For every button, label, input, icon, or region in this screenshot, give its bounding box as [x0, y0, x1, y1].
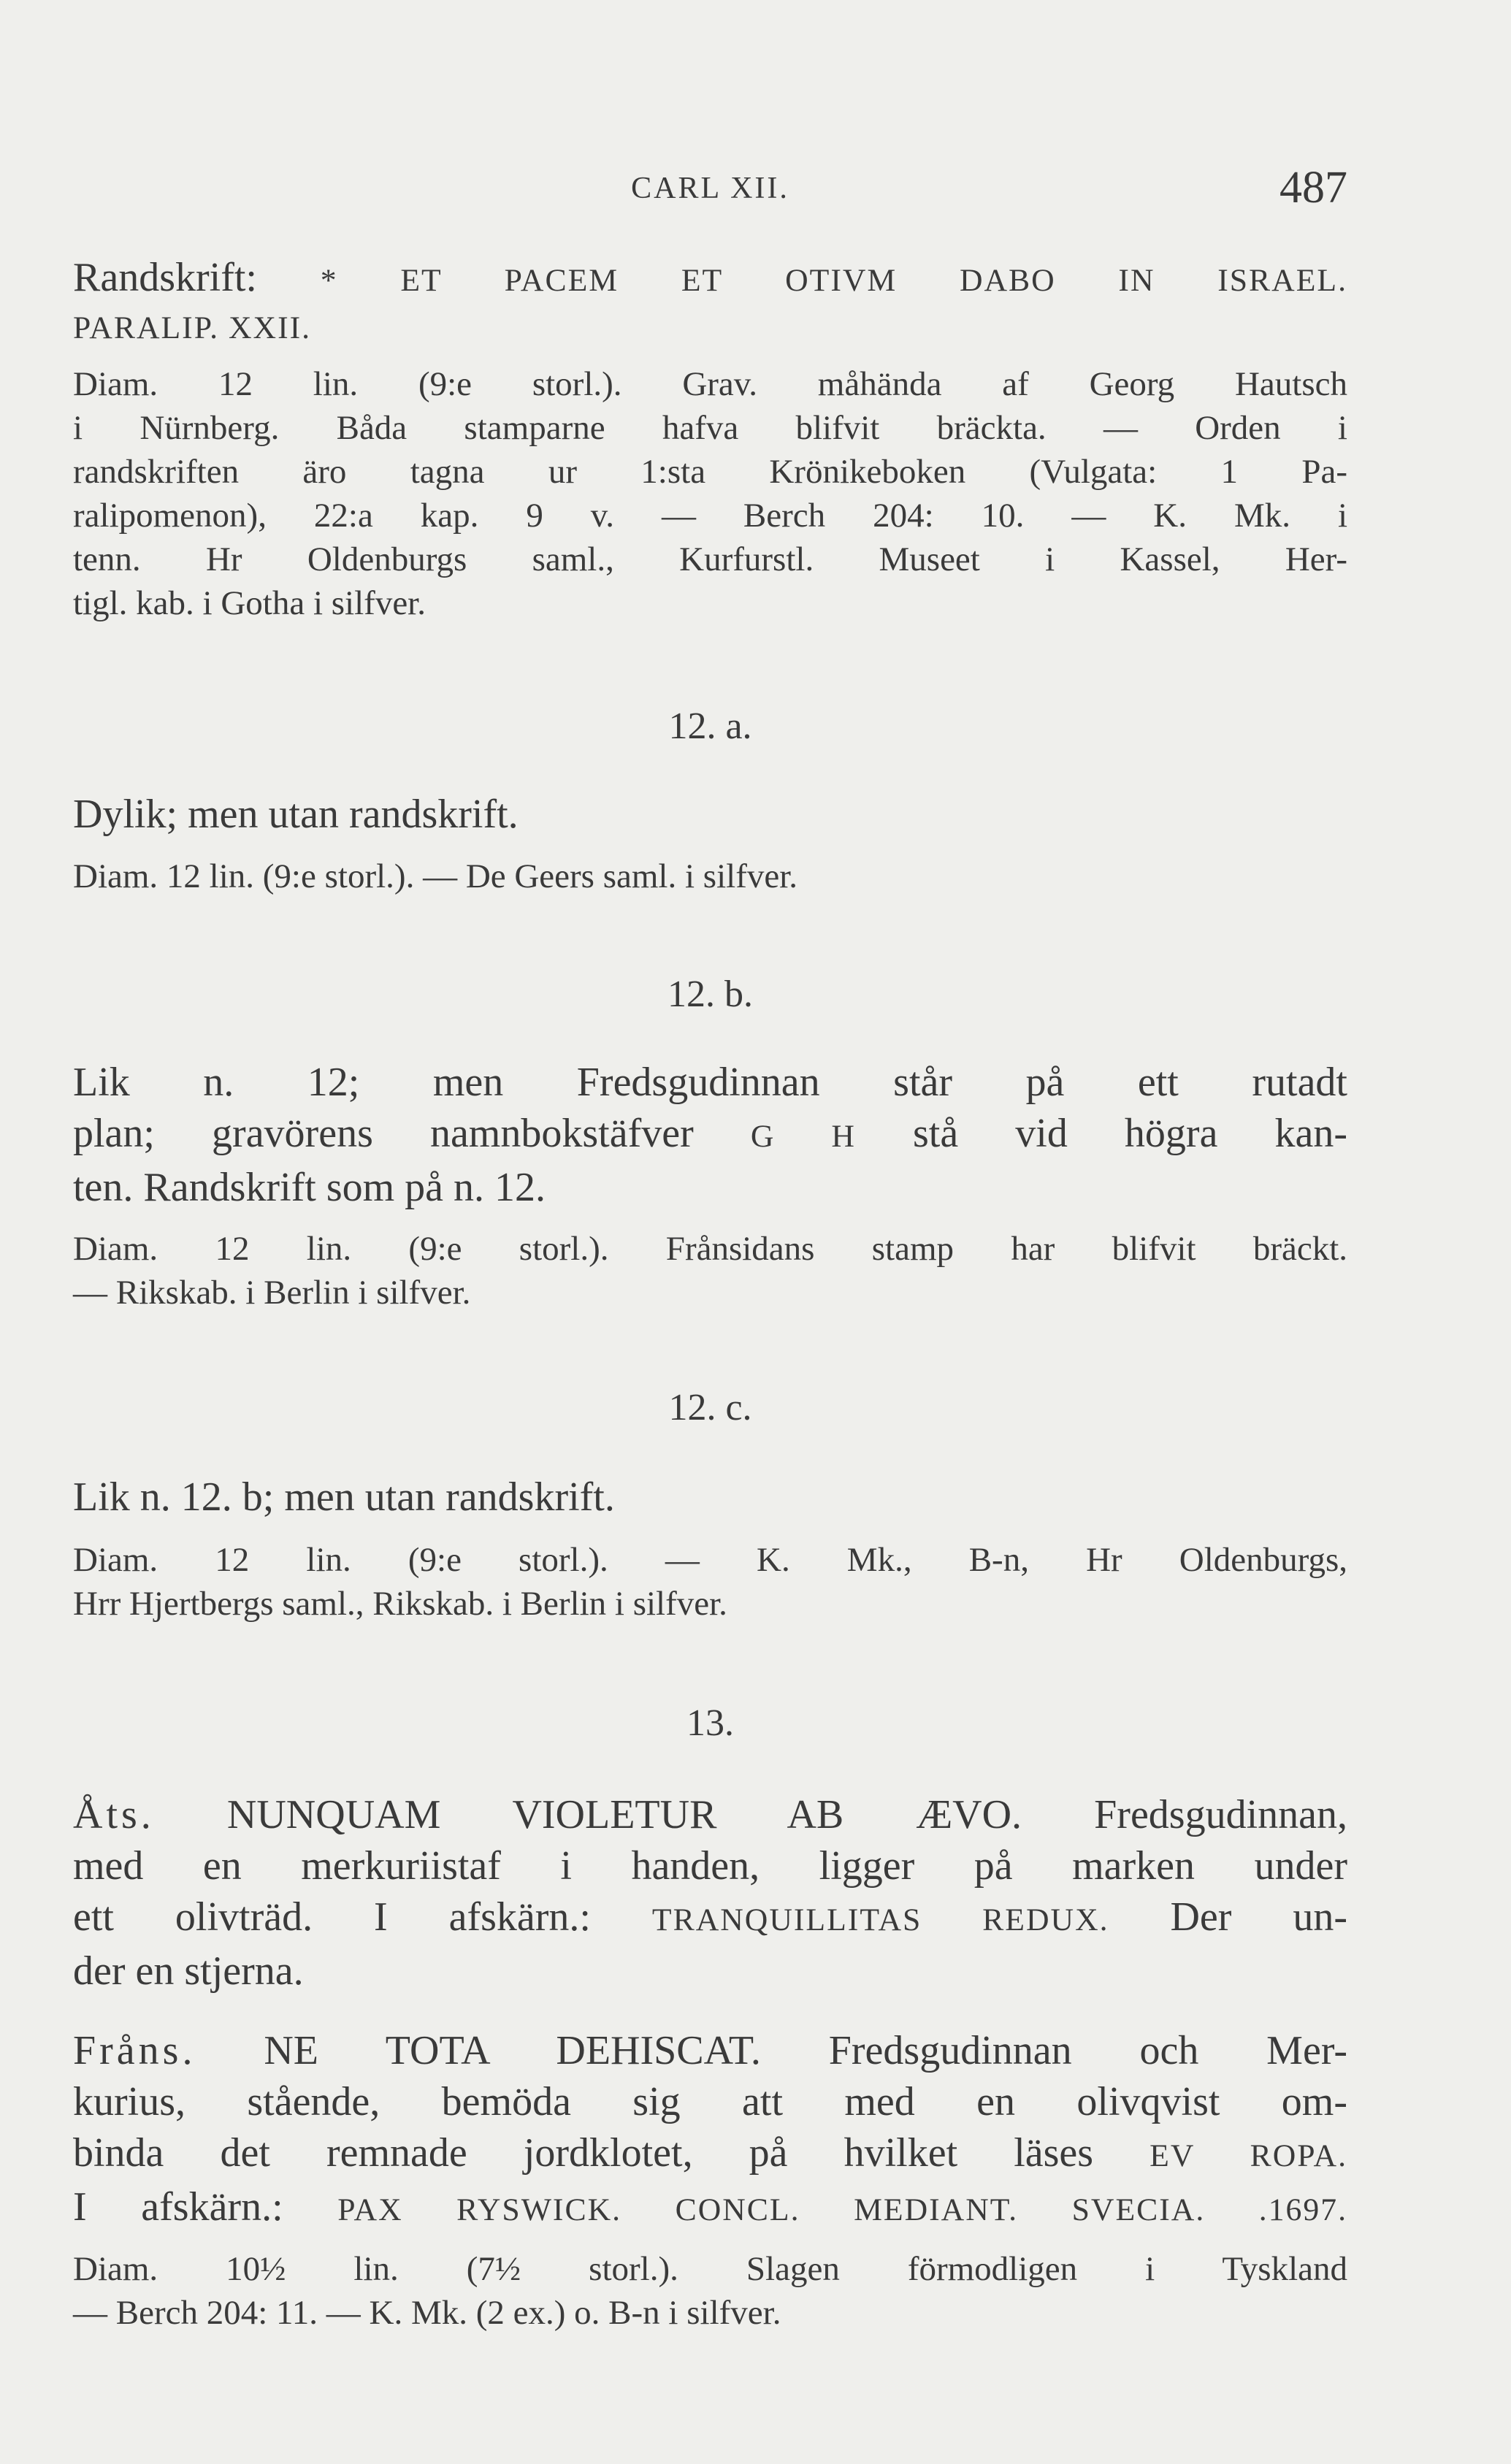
entry-number-13: 13.	[686, 1702, 734, 1744]
entry-number-12b: 12. b.	[667, 973, 753, 1015]
page-number: 487	[1279, 163, 1347, 213]
legend-line	[73, 252, 1347, 306]
entry-13-obverse	[73, 1789, 1347, 1997]
main-line: ten. Randskrift som på n. 12.	[73, 1165, 546, 1210]
description-line: tenn. Hr Oldenburgs saml., Kurfurstl. Museet i Kassel, Her-	[73, 540, 1347, 578]
entry-12-description	[73, 362, 1347, 625]
entry-number-12a: 12. a.	[668, 705, 752, 747]
main-line: Lik n. 12; men Fredsgudinnan står på ett rutadt	[73, 1060, 1347, 1105]
description-line: Diam. 12 lin. (9:e storl.). — K. Mk., B-n, Hr Oldenburgs,	[73, 1541, 1347, 1579]
entry-12c-main	[73, 1472, 1347, 1523]
entry-13-reverse	[73, 2025, 1347, 2235]
description-line: Diam. 10½ lin. (7½ storl.). Slagen förmodligen i Tyskland	[73, 2250, 1347, 2288]
reverse-line: I afskärn.: PAX RYSWICK. CONCL. MEDIANT. SVECIA. .1697.	[73, 2184, 1347, 2230]
description-line: i Nürnberg. Båda stamparne hafva blifvit bräckta. — Orden i	[73, 409, 1347, 447]
reverse-line: kurius, stående, bemöda sig att med en olivqvist om-	[73, 2079, 1347, 2124]
reverse-line: binda det remnade jordklotet, på hvilket läses EV ROPA.	[73, 2130, 1347, 2176]
entry-12b-description	[73, 1227, 1347, 1315]
description-line: — Berch 204: 11. — K. Mk. (2 ex.) o. B-n i silfver.	[73, 2294, 781, 2332]
running-title: CARL XII.	[631, 172, 789, 205]
legend-label: Randskrift:	[73, 255, 257, 300]
main-line: Lik n. 12. b; men utan randskrift.	[73, 1474, 615, 1520]
entry-12c-description	[73, 1538, 1347, 1626]
exergue-legend: TRANQUILLITAS REDUX.	[651, 1902, 1109, 1937]
exergue-legend: PAX RYSWICK. CONCL. MEDIANT. SVECIA. .1697.	[337, 2192, 1347, 2227]
obverse-label: Åts.	[73, 1792, 155, 1837]
entry-12b-main	[73, 1057, 1347, 1213]
entry-12a-description	[73, 854, 1347, 898]
obverse-line: med en merkuriistaf i handen, ligger på marken under	[73, 1843, 1347, 1889]
legend-paragraph	[73, 252, 1347, 350]
globe-inscription: EV ROPA.	[1149, 2138, 1347, 2173]
reverse-label: Fråns.	[73, 2028, 196, 2073]
engraver-initials: G H	[750, 1119, 856, 1154]
description-line: tigl. kab. i Gotha i silfver.	[73, 584, 426, 622]
description-line: randskriften äro tagna ur 1:sta Krönikeboken (Vulgata: 1 Pa-	[73, 453, 1347, 491]
description-line: Diam. 12 lin. (9:e storl.). Frånsidans stamp har blifvit bräckt.	[73, 1230, 1347, 1268]
obverse-line: Åts. NUNQUAM VIOLETUR AB ÆVO. Fredsgudinnan,	[73, 1792, 1348, 1837]
description-line: Diam. 12 lin. (9:e storl.). — De Geers saml. i silfver.	[73, 857, 798, 895]
description-line: ralipomenon), 22:a kap. 9 v. — Berch 204: 10. — K. Mk. i	[73, 497, 1347, 535]
main-line: plan; gravörens namnbokstäfver G H stå vid högra kan-	[73, 1111, 1348, 1156]
legend-text: * ET PACEM ET OTIVM DABO IN ISRAEL.	[320, 263, 1347, 298]
reverse-line: Fråns. NE TOTA DEHISCAT. Fredsgudinnan och Mer-	[73, 2028, 1347, 2073]
obverse-line: ett olivträd. I afskärn.: TRANQUILLITAS REDUX. Der un-	[73, 1894, 1347, 1940]
entry-12a-main	[73, 789, 1347, 840]
entry-13-description	[73, 2247, 1347, 2335]
description-line: — Rikskab. i Berlin i silfver.	[73, 1274, 471, 1312]
description-line: Hrr Hjertbergs saml., Rikskab. i Berlin i silfver.	[73, 1585, 727, 1623]
description-line: Diam. 12 lin. (9:e storl.). Grav. måhända af Georg Hautsch	[73, 365, 1347, 403]
obverse-line: der en stjerna.	[73, 1948, 304, 1994]
main-line: Dylik; men utan randskrift.	[73, 792, 519, 837]
legend-line-2: PARALIP. XXII.	[73, 310, 312, 345]
entry-number-12c: 12. c.	[668, 1387, 752, 1428]
page-header	[73, 162, 1347, 213]
